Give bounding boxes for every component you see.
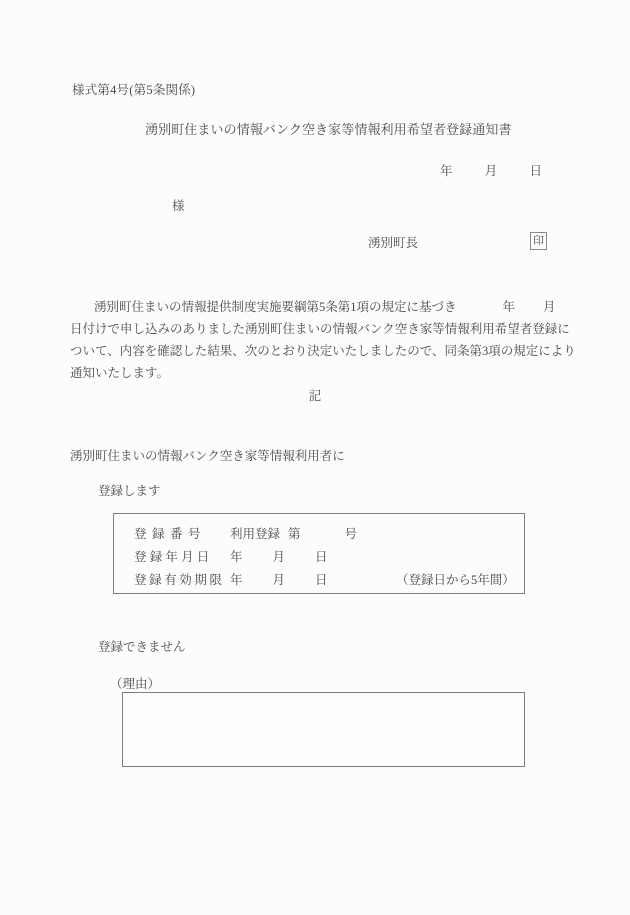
body-line-1-year: 年: [502, 300, 516, 314]
expiry-date-day: 日: [315, 573, 328, 587]
registration-number-label: 登録番号: [134, 527, 207, 541]
registration-number-prefix: 利用登録: [230, 527, 281, 541]
section-lead-text: 湧別町住まいの情報バンク空き家等情報利用者に: [70, 449, 345, 463]
registration-date-label: 登録年月日: [134, 550, 213, 564]
registration-number-counter: 第: [288, 527, 301, 541]
expiry-date-year: 年: [230, 573, 243, 587]
body-line-1: [70, 296, 562, 318]
issue-date-day: 日: [529, 164, 543, 178]
addressee-honorific: 様: [172, 199, 185, 213]
body-line-2: 日付けで申し込みのありました湧別町住まいの情報バンク空き家等情報利用希望者登録に: [70, 322, 570, 336]
expiry-date-note: （登録日から5年間）: [396, 573, 515, 587]
registration-date-month: 月: [272, 550, 286, 564]
registration-date-value: [230, 546, 396, 569]
reason-label: （理由）: [110, 677, 161, 691]
option-registered: 登録します: [98, 484, 161, 498]
body-line-4: 通知いたします。: [70, 366, 170, 380]
body-paragraph: [70, 296, 576, 384]
registration-table: [113, 513, 525, 594]
registration-number-unit: 号: [344, 527, 358, 541]
expiry-date-month: 月: [272, 573, 286, 587]
registration-date-day: 日: [315, 550, 328, 564]
issue-date-year: 年: [440, 164, 453, 178]
table-row: [134, 546, 524, 569]
expiry-date-label: 登録有効期限: [134, 573, 225, 587]
issuer-name: 湧別町長: [368, 236, 419, 250]
issue-date-line: [440, 161, 542, 179]
option-not-registered: 登録できません: [98, 640, 186, 654]
reason-input-box[interactable]: [122, 692, 525, 767]
issue-date-month: 月: [484, 164, 498, 178]
body-line-3: ついて、内容を確認した結果、次のとおり決定いたしましたので、同条第3項の規定により: [70, 344, 576, 358]
body-line-1-text: 湧別町住まいの情報提供制度実施要綱第5条第1項の規定に基づき: [94, 300, 457, 314]
expiry-date-value: [230, 569, 396, 592]
registration-number-value: [230, 523, 357, 546]
table-row: [134, 523, 524, 546]
table-row: [134, 569, 524, 592]
registration-date-year: 年: [230, 550, 243, 564]
ki-marker: 記: [308, 389, 322, 403]
document-title: 湧別町住まいの情報バンク空き家等情報利用希望者登録通知書: [145, 122, 512, 137]
body-line-1-month: 月: [543, 300, 556, 314]
seal-stamp-box: 印: [530, 232, 547, 250]
form-number: 様式第4号(第5条関係): [72, 83, 196, 97]
